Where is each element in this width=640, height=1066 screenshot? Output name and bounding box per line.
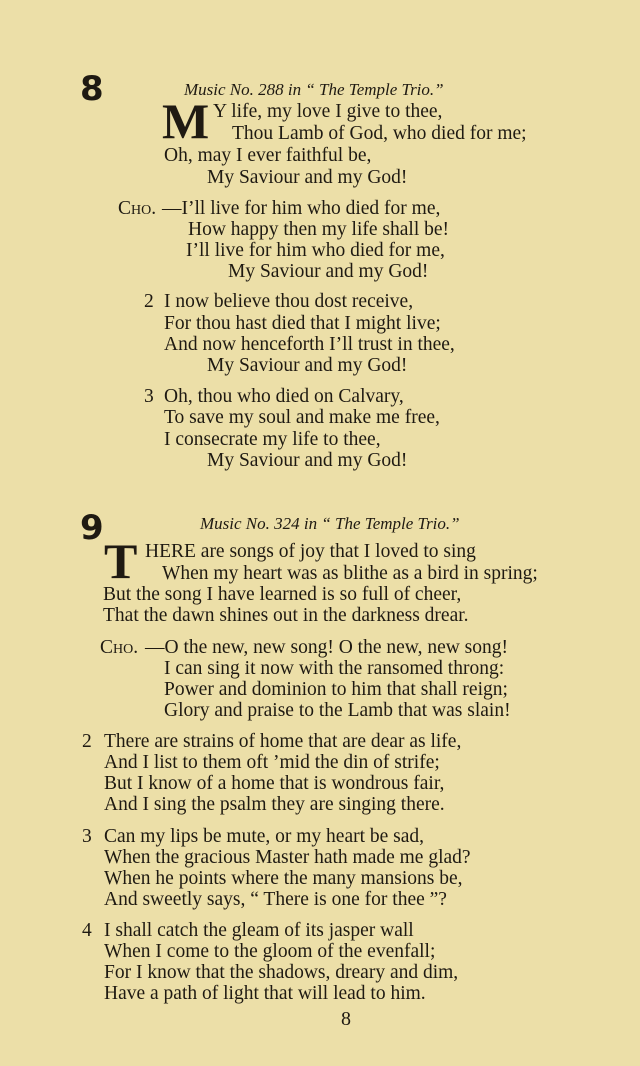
drop-cap: M [162, 93, 210, 149]
verse-line: There are strains of home that are dear as life, [104, 731, 462, 752]
verse-line: My Saviour and my God! [207, 167, 408, 188]
verse-line: For thou hast died that I might live; [164, 313, 441, 334]
chorus-line: I can sing it now with the ransomed throng: [164, 658, 505, 679]
verse-line: Oh, may I ever faithful be, [164, 145, 372, 166]
verse-line: Thou Lamb of God, who died for me; [232, 123, 527, 144]
chorus-line: Power and dominion to him that shall reign; [164, 679, 508, 700]
chorus-label: Cho. [118, 198, 157, 219]
verse-number: 3 [82, 826, 92, 847]
verse-number: 3 [144, 386, 154, 407]
hymn-number: 9 [80, 508, 104, 548]
hymn-number: 8 [80, 69, 104, 109]
verse-line: But the song I have learned is so full of cheer, [103, 584, 462, 605]
verse-line: Have a path of light that will lead to him. [104, 983, 426, 1004]
music-credit: Music No. 288 in “ The Temple Trio.” [184, 80, 444, 99]
verse-line: HERE are songs of joy that I loved to sing [145, 541, 476, 562]
verse-line: To save my soul and make me free, [164, 407, 440, 428]
chorus-line: I’ll live for him who died for me, [186, 240, 445, 261]
chorus-line: —I’ll live for him who died for me, [162, 198, 441, 219]
chorus-line: My Saviour and my God! [228, 261, 429, 282]
chorus-line: How happy then my life shall be! [188, 219, 450, 240]
verse-line: For I know that the shadows, dreary and dim, [104, 962, 459, 983]
verse-line: I now believe thou dost receive, [164, 291, 414, 312]
verse-line: When the gracious Master hath made me glad? [104, 847, 471, 868]
verse-line: And now henceforth I’ll trust in thee, [164, 334, 455, 355]
verse-line: My Saviour and my God! [207, 450, 408, 471]
verse-number: 2 [82, 731, 92, 752]
verse-line: And I sing the psalm they are singing there. [104, 794, 445, 815]
verse-line: I consecrate my life to thee, [164, 429, 381, 450]
verse-line: When I come to the gloom of the evenfall; [104, 941, 436, 962]
music-credit: Music No. 324 in “ The Temple Trio.” [200, 514, 460, 533]
chorus-line: —O the new, new song! O the new, new song! [145, 637, 509, 658]
verse-line: That the dawn shines out in the darkness drear. [103, 605, 469, 626]
verse-line: And sweetly says, “ There is one for thee ”? [104, 889, 447, 910]
chorus-line: Glory and praise to the Lamb that was slain! [164, 700, 511, 721]
page-number: 8 [341, 1008, 351, 1030]
verse-number: 2 [144, 291, 154, 312]
verse-line: Oh, thou who died on Calvary, [164, 386, 404, 407]
verse-line: I shall catch the gleam of its jasper wall [104, 920, 414, 941]
drop-cap: T [104, 533, 138, 589]
verse-line: Can my lips be mute, or my heart be sad, [104, 826, 425, 847]
verse-line: My Saviour and my God! [207, 355, 408, 376]
verse-line: And I list to them oft ’mid the din of strife; [104, 752, 440, 773]
verse-line: Y life, my love I give to thee, [213, 101, 443, 122]
chorus-label: Cho. [100, 637, 139, 658]
verse-line: When my heart was as blithe as a bird in spring; [162, 563, 538, 584]
verse-number: 4 [82, 920, 92, 941]
verse-line: When he points where the many mansions be, [104, 868, 463, 889]
verse-line: But I know of a home that is wondrous fair, [104, 773, 445, 794]
